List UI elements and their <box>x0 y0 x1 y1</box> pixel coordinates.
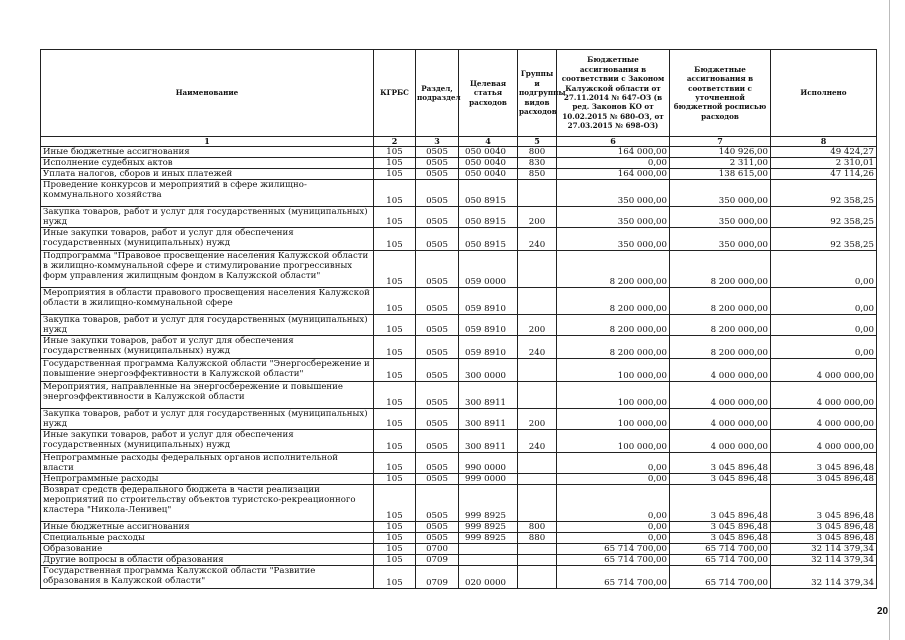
cell-done: 3 045 896,48 <box>771 474 877 485</box>
cell-law: 0,00 <box>557 485 670 522</box>
cell-kgrbs: 105 <box>374 453 416 474</box>
cell-kgrbs: 105 <box>374 409 416 430</box>
cell-refined: 65 714 700,00 <box>670 566 771 589</box>
table-row <box>41 147 877 158</box>
table-row <box>41 566 877 589</box>
cell-name: Уплата налогов, сборов и иных платежей <box>41 169 374 180</box>
cell-razdel: 0505 <box>416 207 459 228</box>
cell-vr <box>518 180 557 207</box>
cell-vr <box>518 453 557 474</box>
cell-kgrbs: 105 <box>374 430 416 453</box>
cell-kgrbs: 105 <box>374 522 416 533</box>
cell-done: 2 310,01 <box>771 158 877 169</box>
cell-done: 47 114,26 <box>771 169 877 180</box>
column-number: 1 <box>41 137 374 147</box>
cell-done: 0,00 <box>771 288 877 315</box>
cell-csr: 300 0000 <box>459 359 518 382</box>
column-number: 7 <box>670 137 771 147</box>
cell-razdel: 0505 <box>416 409 459 430</box>
cell-razdel: 0505 <box>416 336 459 359</box>
cell-vr <box>518 474 557 485</box>
cell-csr: 999 8925 <box>459 533 518 544</box>
cell-kgrbs: 105 <box>374 485 416 522</box>
cell-vr: 240 <box>518 336 557 359</box>
cell-csr: 999 8925 <box>459 522 518 533</box>
cell-csr: 050 8915 <box>459 207 518 228</box>
cell-name: Государственная программа Калужской области "Развитие образования в Калужской области" <box>41 566 374 589</box>
column-number: 4 <box>459 137 518 147</box>
table-row <box>41 315 877 336</box>
cell-razdel: 0505 <box>416 147 459 158</box>
header-law: Бюджетные ассигнования в соответствии с Законом Калужской области от 27.11.2014 № 647-ОЗ (в ред. Законов КО от 10.02.2015 № 680-ОЗ, от 27.03.2015 № 698-ОЗ) <box>557 50 670 137</box>
table-row <box>41 251 877 288</box>
cell-law: 100 000,00 <box>557 409 670 430</box>
table-row <box>41 533 877 544</box>
cell-law: 164 000,00 <box>557 147 670 158</box>
cell-razdel: 0709 <box>416 566 459 589</box>
table-row <box>41 207 877 228</box>
cell-name: Иные закупки товаров, работ и услуг для обеспечения государственных (муниципальных) нужд <box>41 336 374 359</box>
cell-csr: 999 8925 <box>459 485 518 522</box>
cell-done: 0,00 <box>771 315 877 336</box>
page-number: 20 <box>877 606 889 617</box>
cell-kgrbs: 105 <box>374 288 416 315</box>
cell-name: Проведение конкурсов и мероприятий в сфере жилищно-коммунального хозяйства <box>41 180 374 207</box>
table-row <box>41 158 877 169</box>
table-body <box>41 147 877 589</box>
cell-kgrbs: 105 <box>374 382 416 409</box>
cell-vr <box>518 566 557 589</box>
cell-name: Иные бюджетные ассигнования <box>41 522 374 533</box>
cell-done: 92 358,25 <box>771 180 877 207</box>
header-row <box>41 50 877 137</box>
cell-law: 0,00 <box>557 522 670 533</box>
header-csr: Целевая статья расходов <box>459 50 518 137</box>
cell-done: 4 000 000,00 <box>771 409 877 430</box>
header-name: Наименование <box>41 50 374 137</box>
cell-name: Закупка товаров, работ и услуг для государственных (муниципальных) нужд <box>41 409 374 430</box>
cell-done: 4 000 000,00 <box>771 430 877 453</box>
cell-razdel: 0709 <box>416 555 459 566</box>
cell-kgrbs: 105 <box>374 336 416 359</box>
cell-csr: 300 8911 <box>459 382 518 409</box>
cell-law: 8 200 000,00 <box>557 315 670 336</box>
cell-csr: 020 0000 <box>459 566 518 589</box>
cell-name: Закупка товаров, работ и услуг для государственных (муниципальных) нужд <box>41 315 374 336</box>
column-number-row <box>41 137 877 147</box>
cell-csr: 050 0040 <box>459 169 518 180</box>
cell-refined: 4 000 000,00 <box>670 430 771 453</box>
cell-law: 0,00 <box>557 533 670 544</box>
cell-razdel: 0505 <box>416 522 459 533</box>
cell-refined: 4 000 000,00 <box>670 359 771 382</box>
cell-refined: 4 000 000,00 <box>670 382 771 409</box>
cell-law: 0,00 <box>557 474 670 485</box>
cell-kgrbs: 105 <box>374 251 416 288</box>
cell-razdel: 0505 <box>416 485 459 522</box>
cell-name: Закупка товаров, работ и услуг для государственных (муниципальных) нужд <box>41 207 374 228</box>
cell-law: 8 200 000,00 <box>557 251 670 288</box>
cell-refined: 350 000,00 <box>670 180 771 207</box>
cell-razdel: 0505 <box>416 169 459 180</box>
cell-csr: 050 8915 <box>459 228 518 251</box>
cell-refined: 65 714 700,00 <box>670 555 771 566</box>
cell-done: 32 114 379,34 <box>771 555 877 566</box>
cell-refined: 140 926,00 <box>670 147 771 158</box>
cell-done: 49 424,27 <box>771 147 877 158</box>
cell-vr <box>518 555 557 566</box>
cell-vr <box>518 288 557 315</box>
cell-csr: 059 8910 <box>459 288 518 315</box>
cell-name: Мероприятия, направленные на энергосбережение и повышение энергоэффективности в Калужской области <box>41 382 374 409</box>
cell-law: 350 000,00 <box>557 180 670 207</box>
cell-vr: 200 <box>518 315 557 336</box>
cell-done: 3 045 896,48 <box>771 533 877 544</box>
table-row <box>41 169 877 180</box>
cell-csr: 050 8915 <box>459 180 518 207</box>
table-row <box>41 522 877 533</box>
cell-vr: 800 <box>518 147 557 158</box>
cell-refined: 138 615,00 <box>670 169 771 180</box>
cell-razdel: 0505 <box>416 228 459 251</box>
cell-vr: 800 <box>518 522 557 533</box>
cell-done: 3 045 896,48 <box>771 485 877 522</box>
cell-vr <box>518 485 557 522</box>
cell-kgrbs: 105 <box>374 228 416 251</box>
cell-law: 65 714 700,00 <box>557 566 670 589</box>
cell-law: 100 000,00 <box>557 359 670 382</box>
cell-law: 100 000,00 <box>557 430 670 453</box>
table-row <box>41 336 877 359</box>
page-edge-line <box>889 0 890 640</box>
cell-refined: 3 045 896,48 <box>670 485 771 522</box>
cell-name: Другие вопросы в области образования <box>41 555 374 566</box>
cell-razdel: 0505 <box>416 158 459 169</box>
cell-refined: 8 200 000,00 <box>670 288 771 315</box>
cell-name: Непрограммные расходы федеральных органов исполнительной власти <box>41 453 374 474</box>
cell-vr <box>518 359 557 382</box>
cell-kgrbs: 105 <box>374 147 416 158</box>
cell-name: Мероприятия в области правового просвещения населения Калужской области в жилищно-коммунальной сфере <box>41 288 374 315</box>
table-row <box>41 359 877 382</box>
cell-refined: 3 045 896,48 <box>670 522 771 533</box>
cell-razdel: 0505 <box>416 430 459 453</box>
cell-vr: 850 <box>518 169 557 180</box>
header-refined: Бюджетные ассигнования в соответствии с уточненной бюджетной росписью расходов <box>670 50 771 137</box>
cell-law: 164 000,00 <box>557 169 670 180</box>
cell-law: 65 714 700,00 <box>557 555 670 566</box>
cell-refined: 3 045 896,48 <box>670 533 771 544</box>
cell-name: Образование <box>41 544 374 555</box>
column-number: 8 <box>771 137 877 147</box>
cell-refined: 8 200 000,00 <box>670 315 771 336</box>
table-row <box>41 409 877 430</box>
cell-done: 0,00 <box>771 336 877 359</box>
cell-name: Иные закупки товаров, работ и услуг для обеспечения государственных (муниципальных) нужд <box>41 430 374 453</box>
cell-refined: 4 000 000,00 <box>670 409 771 430</box>
cell-csr: 990 0000 <box>459 453 518 474</box>
table-row <box>41 430 877 453</box>
cell-done: 3 045 896,48 <box>771 453 877 474</box>
cell-csr: 059 8910 <box>459 315 518 336</box>
cell-name: Подпрограмма "Правовое просвещение населения Калужской области в жилищно-коммунальной сфере и стимулирование прогрессивных форм управления жилищным фондом в Калужской области" <box>41 251 374 288</box>
table-row <box>41 228 877 251</box>
cell-kgrbs: 105 <box>374 158 416 169</box>
cell-name: Непрограммные расходы <box>41 474 374 485</box>
cell-done: 4 000 000,00 <box>771 382 877 409</box>
cell-razdel: 0505 <box>416 359 459 382</box>
header-kgrbs: КГРБС <box>374 50 416 137</box>
table-row <box>41 485 877 522</box>
cell-name: Возврат средств федерального бюджета в части реализации мероприятий по строительству объектов туристско-рекреационного кластера "Никола-Ленивец" <box>41 485 374 522</box>
cell-refined: 8 200 000,00 <box>670 336 771 359</box>
cell-kgrbs: 105 <box>374 566 416 589</box>
cell-razdel: 0505 <box>416 251 459 288</box>
header-vr: Группы и подгруппы видов расходов <box>518 50 557 137</box>
header-razdel: Раздел, подраздел <box>416 50 459 137</box>
cell-name: Государственная программа Калужской области "Энергосбережение и повышение энергоэффективности в Калужской области" <box>41 359 374 382</box>
cell-kgrbs: 105 <box>374 359 416 382</box>
cell-done: 92 358,25 <box>771 207 877 228</box>
cell-csr: 300 8911 <box>459 430 518 453</box>
cell-razdel: 0505 <box>416 180 459 207</box>
cell-kgrbs: 105 <box>374 544 416 555</box>
cell-name: Иные бюджетные ассигнования <box>41 147 374 158</box>
cell-vr: 200 <box>518 207 557 228</box>
cell-razdel: 0505 <box>416 382 459 409</box>
budget-report-sheet <box>40 49 876 589</box>
cell-vr <box>518 251 557 288</box>
cell-refined: 350 000,00 <box>670 207 771 228</box>
cell-name: Исполнение судебных актов <box>41 158 374 169</box>
column-number: 6 <box>557 137 670 147</box>
cell-razdel: 0700 <box>416 544 459 555</box>
cell-refined: 3 045 896,48 <box>670 474 771 485</box>
cell-razdel: 0505 <box>416 453 459 474</box>
cell-law: 0,00 <box>557 158 670 169</box>
table-row <box>41 382 877 409</box>
cell-vr <box>518 382 557 409</box>
cell-kgrbs: 105 <box>374 555 416 566</box>
cell-vr <box>518 544 557 555</box>
cell-name: Специальные расходы <box>41 533 374 544</box>
cell-kgrbs: 105 <box>374 533 416 544</box>
cell-done: 32 114 379,34 <box>771 566 877 589</box>
cell-refined: 350 000,00 <box>670 228 771 251</box>
cell-law: 100 000,00 <box>557 382 670 409</box>
cell-razdel: 0505 <box>416 533 459 544</box>
cell-done: 32 114 379,34 <box>771 544 877 555</box>
table-row <box>41 555 877 566</box>
header-done: Исполнено <box>771 50 877 137</box>
table-row <box>41 180 877 207</box>
cell-done: 92 358,25 <box>771 228 877 251</box>
cell-law: 8 200 000,00 <box>557 336 670 359</box>
cell-vr: 200 <box>518 409 557 430</box>
cell-csr: 300 8911 <box>459 409 518 430</box>
table-row <box>41 288 877 315</box>
cell-vr: 830 <box>518 158 557 169</box>
table-row <box>41 453 877 474</box>
cell-done: 3 045 896,48 <box>771 522 877 533</box>
cell-razdel: 0505 <box>416 288 459 315</box>
cell-razdel: 0505 <box>416 474 459 485</box>
cell-name: Иные закупки товаров, работ и услуг для обеспечения государственных (муниципальных) нужд <box>41 228 374 251</box>
cell-csr: 999 0000 <box>459 474 518 485</box>
cell-law: 350 000,00 <box>557 228 670 251</box>
cell-csr: 050 0040 <box>459 147 518 158</box>
cell-csr: 059 8910 <box>459 336 518 359</box>
cell-law: 350 000,00 <box>557 207 670 228</box>
cell-refined: 2 311,00 <box>670 158 771 169</box>
cell-kgrbs: 105 <box>374 169 416 180</box>
column-number: 5 <box>518 137 557 147</box>
cell-csr <box>459 555 518 566</box>
table-row <box>41 544 877 555</box>
cell-kgrbs: 105 <box>374 180 416 207</box>
cell-csr <box>459 544 518 555</box>
cell-done: 4 000 000,00 <box>771 359 877 382</box>
cell-refined: 3 045 896,48 <box>670 453 771 474</box>
column-number: 3 <box>416 137 459 147</box>
cell-kgrbs: 105 <box>374 207 416 228</box>
cell-law: 8 200 000,00 <box>557 288 670 315</box>
cell-done: 0,00 <box>771 251 877 288</box>
cell-vr: 880 <box>518 533 557 544</box>
cell-vr: 240 <box>518 430 557 453</box>
cell-kgrbs: 105 <box>374 474 416 485</box>
cell-razdel: 0505 <box>416 315 459 336</box>
cell-law: 0,00 <box>557 453 670 474</box>
cell-csr: 059 0000 <box>459 251 518 288</box>
cell-refined: 8 200 000,00 <box>670 251 771 288</box>
cell-refined: 65 714 700,00 <box>670 544 771 555</box>
cell-kgrbs: 105 <box>374 315 416 336</box>
cell-csr: 050 0040 <box>459 158 518 169</box>
column-number: 2 <box>374 137 416 147</box>
cell-law: 65 714 700,00 <box>557 544 670 555</box>
table-row <box>41 474 877 485</box>
cell-vr: 240 <box>518 228 557 251</box>
budget-table <box>40 49 877 589</box>
